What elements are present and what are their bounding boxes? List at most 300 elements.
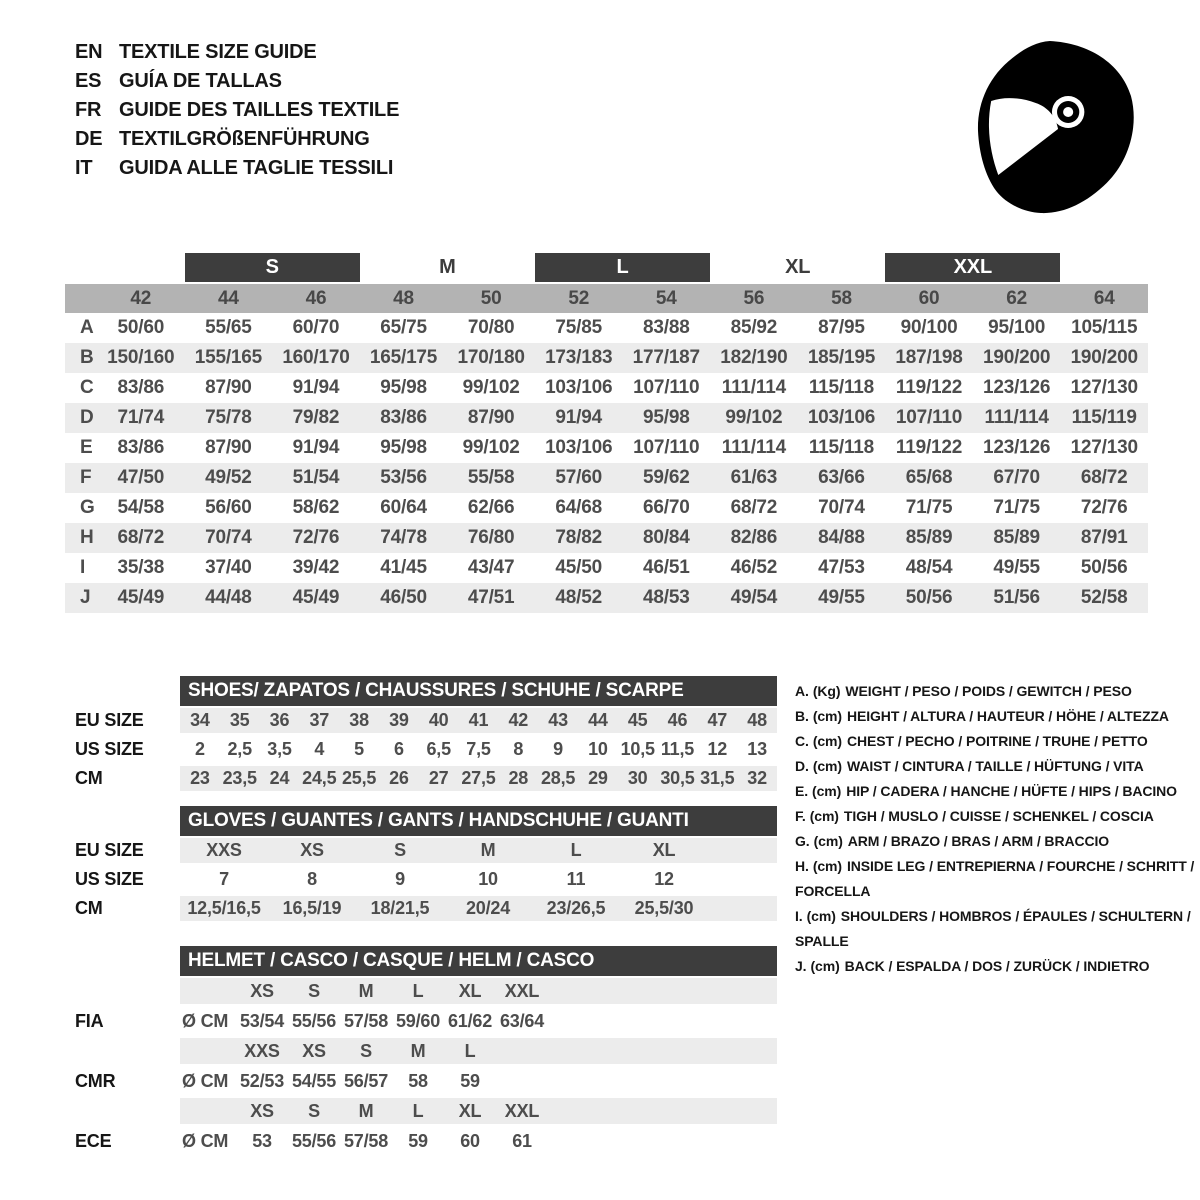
measurement-value: 62/66 [467,497,515,518]
measurement-value: 70/80 [467,317,515,338]
measurement-value: 52/58 [1080,587,1128,608]
shoes-value: 37 [309,710,330,730]
legend-text: HEIGHT / ALTURA / HAUTEUR / HÖHE / ALTEZZA [846,708,1169,724]
gloves-value: 11 [566,869,586,889]
measurement-value: 115/118 [808,377,875,398]
measurement-value: 76/80 [467,527,515,548]
measurement-value: 111/114 [721,377,786,398]
size-number: 64 [1093,288,1115,309]
size-number-spacer [65,284,97,313]
helmet-size: L [464,1040,476,1061]
shoes-value: 27 [428,768,449,788]
helmet-diameter-row [180,1006,777,1036]
gloves-value: 18/21,5 [370,898,430,918]
shoes-value: 6,5 [426,739,451,759]
measurement-value: 107/110 [633,437,700,458]
measurement-value: 70/74 [818,497,865,518]
helmet-size: S [308,1100,320,1121]
size-number: 58 [831,288,852,309]
measurement-value: 48/52 [555,587,602,608]
measurement-value: 87/95 [818,317,865,338]
measurement-value: 68/72 [730,497,778,518]
measurement-value: 49/55 [993,557,1040,578]
size-number: 52 [568,288,590,309]
legend-text: WAIST / CINTURA / TAILLE / HÜFTUNG / VITA [846,758,1144,774]
measurement-value: 46/52 [730,557,778,578]
language-code: EN [75,41,103,63]
legend-key: J. [795,958,807,974]
shoes-value: 23 [190,768,210,788]
language-code: FR [75,99,102,121]
helmet-table [180,946,777,1156]
gloves-value: 10 [478,869,498,889]
language-row [75,67,399,96]
helmet-size: S [308,980,320,1001]
gloves-value: 25,5/30 [634,898,694,918]
gloves-row-label: CM [75,898,103,918]
legend-unit: (cm) [806,908,836,924]
measurement-value: 46/50 [380,587,427,608]
helmet-size: XS [250,1100,274,1121]
helmet-size: XS [302,1040,326,1061]
language-code: IT [75,157,93,179]
shoes-value: 44 [588,710,608,730]
helmet-size: XXL [504,1100,540,1121]
shoes-table [180,676,777,793]
measurement-row-d [65,403,1148,433]
legend-item-f [795,804,1200,829]
legend-item-d [795,754,1200,779]
shoes-size-section [60,676,777,793]
gloves-table [180,806,777,923]
language-row [75,38,399,67]
language-label: GUIDA ALLE TAGLIE TESSILI [119,157,394,179]
measurement-value: 48/53 [643,587,690,608]
shoes-value: 39 [389,710,409,730]
measurement-value: 66/70 [643,497,690,518]
legend-text: BACK / ESPALDA / DOS / ZURÜCK / INDIETRO [844,958,1150,974]
helmet-diameter: 57/58 [343,1010,389,1031]
row-letter: H [80,527,94,548]
measurement-value: 45/49 [292,587,340,608]
legend-unit: (cm) [810,958,840,974]
textile-size-table [65,253,1148,613]
label-spacer [75,946,180,976]
gloves-value: XL [652,840,676,860]
row-letter: A [80,317,94,338]
measurement-value: 85/89 [905,527,953,548]
measurement-value: 35/38 [117,557,165,578]
diameter-unit-label: Ø CM [182,1070,229,1091]
label-spacer [75,806,180,836]
helmet-diameter: 57/58 [343,1130,389,1151]
measurement-value: 74/78 [380,527,427,548]
measurement-value: 190/200 [1070,347,1138,368]
measurement-value: 58/62 [292,497,340,518]
size-group-row [65,253,1148,282]
shoes-value: 5 [354,739,364,759]
row-letter: E [80,437,93,458]
measurement-value: 103/106 [807,407,876,428]
size-number: 44 [218,288,239,309]
measurement-value: 160/170 [282,347,350,368]
shoes-row-label: EU SIZE [75,710,144,730]
legend-item-c [795,729,1200,754]
helmet-size: XL [458,980,482,1001]
measurement-value: 75/85 [555,317,602,338]
helmet-diameter: 55/56 [291,1010,337,1031]
diameter-unit-label: Ø CM [182,1010,229,1031]
measurement-value: 67/70 [993,467,1040,488]
shoes-value: 30,5 [660,768,695,788]
shoes-value: 30 [627,768,648,788]
helmet-size: S [360,1040,372,1061]
legend-key: D. [795,758,809,774]
gloves-value: M [480,840,496,860]
shoes-value: 34 [190,710,210,730]
legend-item-j [795,954,1200,979]
legend-unit: (cm) [812,758,842,774]
helmet-size: L [412,1100,424,1121]
gloves-value: 12 [654,869,674,889]
measurement-value: 103/106 [545,437,613,458]
helmet-size: XS [250,980,274,1001]
shoes-value: 46 [667,710,688,730]
row-letter: B [80,347,94,368]
shoes-value: 45 [627,710,648,730]
measurement-value: 83/86 [380,407,427,428]
language-row [75,125,399,154]
measurement-row-j [65,583,1148,613]
size-group-xxl: XXL [885,253,1060,282]
label-spacer [75,676,180,706]
measurement-value: 95/100 [988,317,1046,338]
gloves-value: 12,5/16,5 [187,898,261,918]
size-number: 42 [130,288,152,309]
shoes-row [180,735,777,764]
legend-item-h [795,854,1200,904]
measurement-value: 99/102 [462,437,520,458]
measurement-value: 123/126 [982,437,1051,458]
legend-item-i [795,904,1200,954]
measurement-value: 71/74 [117,407,165,428]
gloves-row [180,836,777,865]
shoes-value: 11,5 [660,739,695,759]
measurement-value: 85/89 [993,527,1040,548]
language-title-list [75,38,399,183]
size-group-m: M [439,256,456,278]
legend-key: C. [795,733,809,749]
shoes-value: 2,5 [227,739,252,759]
measurement-value: 79/82 [292,407,340,428]
measurement-value: 103/106 [545,377,613,398]
helmet-diameter: 61/62 [447,1010,493,1031]
shoes-value: 32 [747,768,767,788]
measurement-value: 64/68 [555,497,602,518]
shoes-value: 13 [747,739,767,759]
measurement-row-f [65,463,1148,493]
measurement-value: 99/102 [725,407,783,428]
measurement-value: 49/52 [205,467,252,488]
measurement-value: 187/198 [895,347,963,368]
measurement-value: 63/66 [818,467,865,488]
legend-text: WEIGHT / PESO / POIDS / GEWITCH / PESO [845,683,1132,699]
helmet-size: M [410,1040,426,1061]
measurement-value: 82/86 [730,527,778,548]
helmet-diameter: 63/64 [499,1010,545,1031]
measurement-value: 83/86 [117,377,165,398]
gloves-row [180,894,777,923]
measurement-value: 80/84 [643,527,690,548]
gloves-value: L [570,840,582,860]
row-letter: J [80,587,91,608]
measurement-value: 54/58 [117,497,165,518]
language-label: TEXTILGRÖßENFÜHRUNG [119,128,370,150]
helmet-diameter: 59 [460,1070,480,1091]
measurement-value: 50/56 [1080,557,1128,578]
helmet-size-row [180,1096,777,1126]
measurement-value: 49/54 [730,587,778,608]
legend-text: CHEST / PECHO / POITRINE / TRUHE / PETTO [846,733,1148,749]
helmet-standard-label: FIA [75,1011,104,1031]
shoes-value: 12 [707,739,728,759]
shoes-value: 25,5 [341,768,377,788]
shoes-row-labels [60,676,180,793]
measurement-value: 49/55 [818,587,865,608]
helmet-size-section [60,946,777,1156]
measurement-value: 185/195 [807,347,876,368]
measurement-value: 90/100 [900,317,958,338]
measurement-value: 47/53 [818,557,865,578]
measurement-value: 123/126 [982,377,1051,398]
shoes-value: 2 [194,739,205,759]
shoes-value: 6 [393,739,404,759]
helmet-size: XXS [244,1040,280,1061]
helmet-diameter: 55/56 [291,1130,337,1151]
size-number: 60 [918,288,940,309]
measurement-value: 65/75 [380,317,427,338]
gloves-row [180,865,777,894]
measurement-value: 127/130 [1070,437,1138,458]
helmet-diameter-row [180,1126,777,1156]
helmet-diameter: 58 [408,1070,428,1091]
shoes-value: 7,5 [466,739,491,759]
measurement-row-g [65,493,1148,523]
measurement-row-b [65,343,1148,373]
measurement-value: 75/78 [205,407,252,428]
measurement-value: 107/110 [633,377,700,398]
measurement-value: 95/98 [380,437,427,458]
language-code: DE [75,128,103,150]
shoes-value: 43 [548,710,568,730]
measurement-value: 87/90 [205,437,252,458]
helmet-title-bar: HELMET / CASCO / CASQUE / HELM / CASCO [180,946,777,976]
visor-pivot-center [1063,107,1073,117]
measurement-value: 37/40 [205,557,252,578]
measurement-value: 78/82 [555,527,602,548]
diameter-unit-label: Ø CM [182,1130,229,1151]
legend-text: SHOULDERS / HOMBROS / ÉPAULES / SCHULTERN / SPALLE [795,908,1191,949]
shoes-row [180,706,777,735]
label-spacer [75,1096,180,1126]
gloves-row-label: EU SIZE [75,840,144,860]
label-spacer [75,1036,180,1066]
shoes-value: 40 [428,710,449,730]
helmet-size: M [358,1100,374,1121]
shoes-value: 23,5 [222,768,257,788]
helmet-size: M [358,980,374,1001]
helmet-diameter: 54/55 [291,1070,337,1091]
shoes-value: 24,5 [302,768,337,788]
size-number-row [65,284,1148,313]
measurement-value: 85/92 [730,317,778,338]
helmet-diameter: 59/60 [395,1010,441,1031]
measurement-value: 170/180 [457,347,525,368]
row-letter: C [80,377,94,398]
legend-unit: (cm) [809,808,839,824]
size-number: 46 [305,288,327,309]
gloves-row-labels [60,806,180,923]
legend-key: A. [795,683,809,699]
measurement-value: 53/56 [380,467,427,488]
legend-item-e [795,779,1200,804]
measurement-legend [795,679,1200,979]
helmet-size-row [180,976,777,1006]
measurement-row-i [65,553,1148,583]
measurement-value: 39/42 [292,557,340,578]
helmet-diameter: 53 [252,1130,272,1151]
measurement-value: 107/110 [895,407,963,428]
helmet-size: XL [458,1100,482,1121]
measurement-value: 111/114 [984,407,1049,428]
measurement-value: 173/183 [545,347,613,368]
measurement-value: 84/88 [818,527,865,548]
measurement-value: 70/74 [205,527,252,548]
shoes-value: 42 [508,710,529,730]
measurement-value: 71/75 [993,497,1040,518]
measurement-value: 105/115 [1071,317,1138,338]
legend-unit: (cm) [812,858,842,874]
legend-text: TIGH / MUSLO / CUISSE / SCHENKEL / COSCIA [843,808,1154,824]
helmet-diameter-row [180,1066,777,1096]
row-letter: I [80,557,86,578]
measurement-value: 72/76 [292,527,340,548]
size-number: 50 [480,288,502,309]
helmet-diameter: 53/54 [239,1010,285,1031]
size-group-s: S [185,253,360,282]
size-group-l: L [535,253,710,282]
shoes-value: 41 [468,710,489,730]
legend-item-a [795,679,1200,704]
language-label: GUÍA DE TALLAS [119,70,282,92]
gloves-value: 16,5/19 [282,898,342,918]
measurement-value: 46/51 [643,557,690,578]
measurement-value: 55/65 [205,317,252,338]
measurement-value: 45/50 [555,557,602,578]
measurement-value: 95/98 [380,377,427,398]
measurement-value: 56/60 [205,497,252,518]
measurement-value: 41/45 [380,557,427,578]
shoes-title-bar: SHOES/ ZAPATOS / CHAUSSURES / SCHUHE / SCARPE [180,676,777,706]
size-number: 62 [1006,288,1027,309]
gloves-value: 20/24 [465,898,511,918]
measurement-value: 44/48 [205,587,252,608]
legend-text: ARM / BRAZO / BRAS / ARM / BRACCIO [847,833,1110,849]
legend-unit: (cm) [812,783,842,799]
shoes-value: 4 [314,739,325,759]
size-number: 48 [393,288,414,309]
gloves-value: S [394,840,406,860]
measurement-value: 95/98 [643,407,690,428]
measurement-value: 71/75 [905,497,953,518]
measurement-value: 190/200 [982,347,1051,368]
measurement-value: 83/86 [117,437,165,458]
legend-key: I. [795,908,803,924]
size-group-xl: XL [785,256,811,278]
measurement-value: 57/60 [555,467,602,488]
measurement-value: 91/94 [555,407,602,428]
measurement-value: 155/165 [194,347,262,368]
legend-item-b [795,704,1200,729]
legend-text: HIP / CADERA / HANCHE / HÜFTE / HIPS / BACINO [846,783,1177,799]
size-number: 56 [743,288,765,309]
helmet-row-labels [60,946,180,1156]
measurement-value: 50/60 [117,317,165,338]
measurement-value: 115/119 [1071,407,1137,428]
legend-unit: (cm) [812,708,842,724]
racing-helmet-graphic [977,41,1134,214]
legend-key: F. [795,808,806,824]
measurement-row-h [65,523,1148,553]
measurement-value: 48/54 [905,557,953,578]
measurement-value: 87/90 [205,377,252,398]
helmet-size-row [180,1036,777,1066]
measurement-value: 165/175 [369,347,438,368]
measurement-value: 60/70 [292,317,340,338]
helmet-diameter: 59 [408,1130,428,1151]
measurement-value: 55/58 [467,467,515,488]
helmet-diameter: 61 [512,1130,532,1151]
legend-key: H. [795,858,809,874]
language-row [75,154,399,183]
measurement-value: 47/51 [467,587,515,608]
shoes-value: 48 [747,710,767,730]
shoes-value: 28,5 [540,768,576,788]
helmet-size-spacer [180,1098,236,1124]
shoes-value: 47 [707,710,728,730]
shoes-value: 35 [229,710,250,730]
shoes-row-label: US SIZE [75,739,144,759]
label-spacer [75,976,180,1006]
helmet-diameter: 60 [460,1130,480,1151]
gloves-value: 7 [219,869,229,889]
shoes-value: 26 [389,768,409,788]
language-label: GUIDE DES TAILLES TEXTILE [119,99,400,121]
language-code: ES [75,70,102,92]
legend-unit: (cm) [812,733,842,749]
row-letter: D [80,407,94,428]
measurement-value: 50/56 [905,587,953,608]
helmet-diameter: 52/53 [239,1070,285,1091]
measurement-value: 83/88 [643,317,690,338]
measurement-value: 111/114 [721,437,786,458]
measurement-value: 59/62 [643,467,690,488]
measurement-value: 61/63 [730,467,778,488]
shoes-value: 3,5 [267,739,292,759]
helmet-size: L [412,980,424,1001]
helmet-standard-label: CMR [75,1071,116,1091]
size-number: 54 [655,288,677,309]
